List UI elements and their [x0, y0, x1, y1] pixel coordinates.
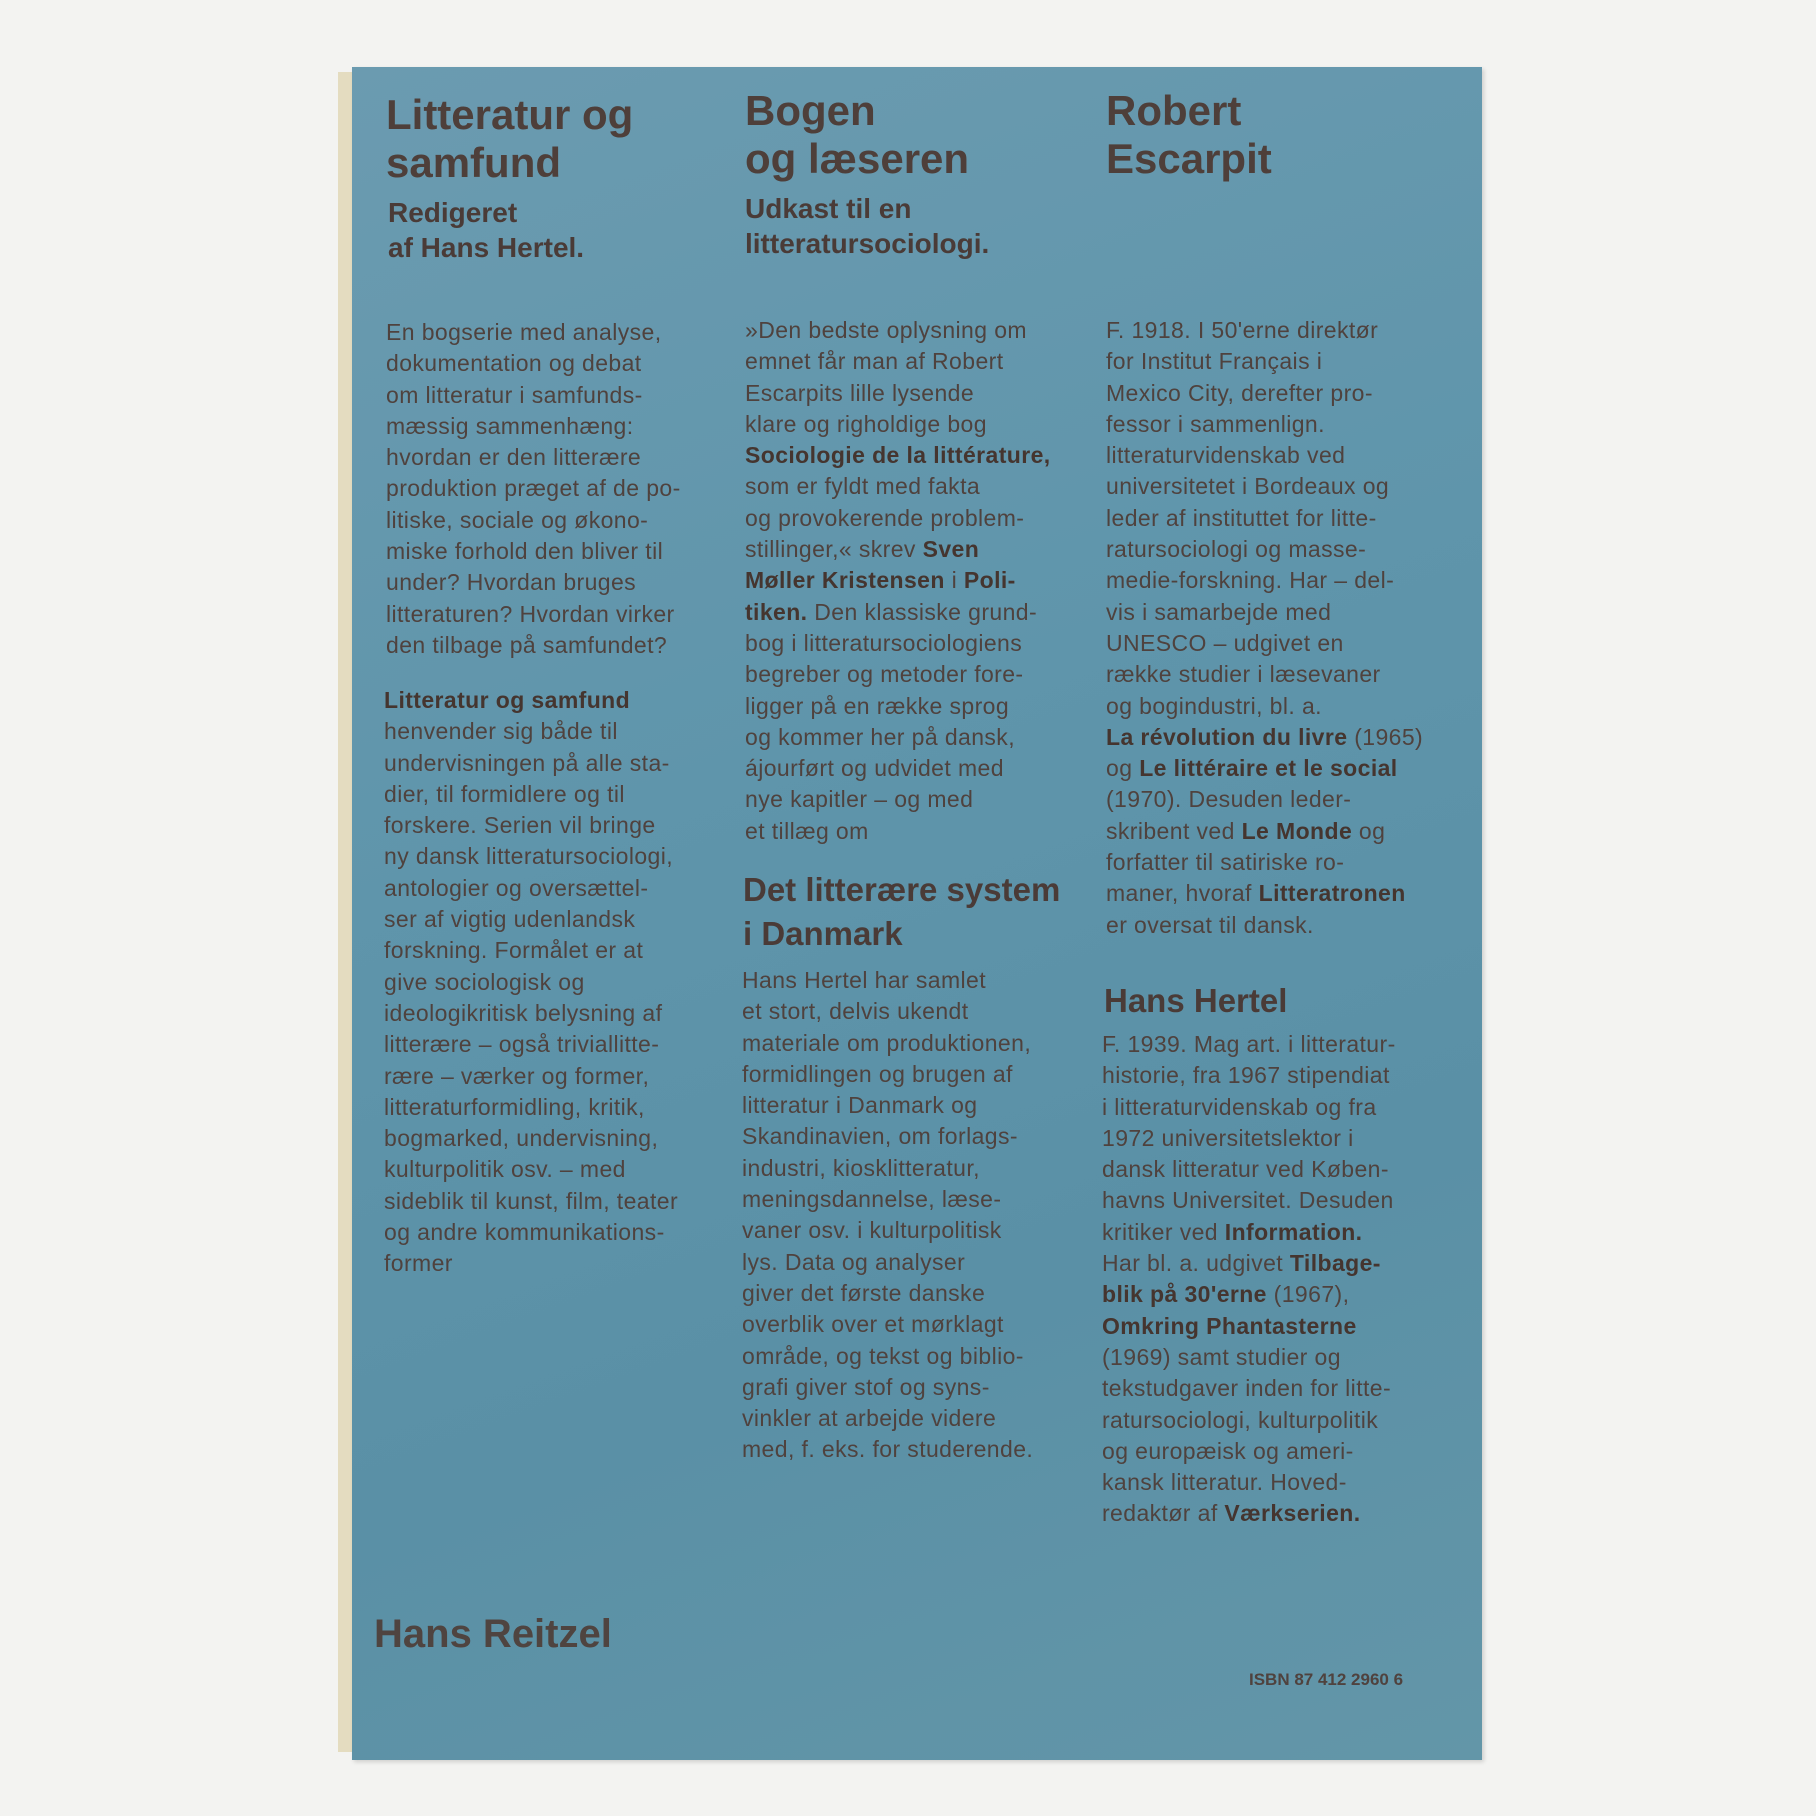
text-line [1106, 878, 1423, 909]
body-text: redaktør af [1102, 1500, 1225, 1527]
text-line [742, 1434, 1033, 1465]
text-line [1102, 1373, 1396, 1404]
body-text: og andre kommunikations- [384, 1219, 665, 1246]
text-line [1106, 847, 1423, 878]
text-line [1102, 1311, 1396, 1342]
body-text: undervisningen på alle sta- [384, 749, 670, 776]
body-text: leder af instituttet for litte- [1106, 504, 1377, 531]
body-text: dier, til formidlere og til [384, 780, 625, 807]
text-line [386, 317, 681, 348]
body-text: sideblik til kunst, film, teater [384, 1187, 679, 1214]
body-text: litteraturformidling, kritik, [384, 1093, 645, 1120]
text-line [742, 1309, 1033, 1340]
text-line [745, 315, 1051, 346]
text-line [1102, 1342, 1396, 1373]
text-line [386, 473, 681, 504]
title-line: Bogen [745, 87, 876, 134]
heading-line: Hans Hertel [1104, 982, 1288, 1019]
body-text: litiske, sociale og økono- [386, 506, 649, 533]
body-text: i litteraturvidenskab og fra [1102, 1093, 1377, 1120]
text-line [742, 965, 1033, 996]
body-text: ligger på en række sprog [745, 692, 1010, 719]
bold-title-text: Le littéraire et le social [1139, 755, 1398, 782]
body-text: »Den bedste oplysning om [745, 317, 1027, 343]
text-line [745, 534, 1051, 565]
text-line [745, 597, 1051, 628]
body-text: havns Universitet. Desuden [1102, 1187, 1394, 1214]
body-text: (1970). Desuden leder- [1106, 786, 1352, 813]
bold-title-text: Møller Kristensen [745, 567, 945, 594]
body-text: og [1106, 755, 1140, 782]
body-text: litteratur i Danmark og [742, 1092, 978, 1119]
text-line [384, 810, 678, 841]
text-line [742, 1372, 1033, 1403]
body-text: dokumentation og debat [386, 350, 642, 377]
text-line [742, 1153, 1033, 1184]
text-line [1106, 691, 1423, 722]
bold-title-text: Sven [922, 536, 980, 563]
bold-title-text: Litteratur og samfund [384, 687, 631, 713]
body-text: produktion præget af de po- [386, 475, 681, 502]
text-line [745, 378, 1051, 409]
text-line [745, 346, 1051, 377]
body-text: fessor i sammenlign. [1106, 410, 1325, 437]
body-text: (1969) samt studier og [1102, 1343, 1341, 1370]
body-text: (1965) [1347, 723, 1424, 750]
text-line [1106, 378, 1423, 409]
bold-title-text: Le Monde [1241, 817, 1353, 844]
col1-para2 [384, 685, 678, 1280]
body-text: for Institut Français i [1106, 348, 1323, 375]
text-line [1106, 628, 1423, 659]
col3-para2 [1102, 1029, 1396, 1530]
body-text: bogmarked, undervisning, [384, 1125, 659, 1152]
text-line [386, 411, 681, 442]
text-line [384, 967, 678, 998]
body-text: litteraturen? Hvordan virker [386, 600, 675, 627]
text-line [386, 567, 681, 598]
body-text: som er fyldt med fakta [745, 473, 981, 500]
body-text: klare og righoldige bog [745, 410, 987, 437]
body-text: begreber og metoder fore- [745, 661, 1024, 688]
text-line [1106, 597, 1423, 628]
body-text: ny dansk litteratursociologi, [384, 843, 674, 870]
body-text: emnet får man af Robert [745, 348, 1004, 375]
text-line [1102, 1060, 1396, 1091]
subtitle-line: litteratursociologi. [745, 228, 990, 259]
body-text: giver det første danske [742, 1279, 986, 1306]
body-text: forskning. Formålet er at [384, 937, 644, 964]
body-text: et tillæg om [745, 817, 869, 844]
col1-title [386, 91, 633, 187]
subtitle-line: Udkast til en [745, 193, 912, 224]
isbn-number: ISBN 87 412 2960 6 [1249, 1670, 1404, 1689]
text-line [1106, 315, 1423, 346]
body-text: Den klassiske grund- [807, 598, 1038, 625]
text-line [742, 1059, 1033, 1090]
bold-title-text: tiken. [745, 598, 808, 625]
title-line: samfund [386, 139, 562, 186]
col2-heading [743, 868, 1060, 956]
body-text: i [944, 567, 964, 594]
body-text: er oversat til dansk. [1106, 911, 1314, 938]
text-line [384, 779, 678, 810]
text-line [745, 659, 1051, 690]
body-text: Escarpits lille lysende [745, 379, 975, 406]
text-line [1106, 346, 1423, 377]
text-line [384, 873, 678, 904]
body-text: (1967), [1266, 1281, 1350, 1308]
bold-title-text: Omkring Phantasterne [1102, 1312, 1357, 1339]
text-line [1102, 1092, 1396, 1123]
body-text: om litteratur i samfunds- [386, 381, 643, 408]
body-text: F. 1918. I 50'erne direktør [1106, 317, 1379, 343]
text-line [745, 816, 1051, 847]
text-line [742, 1341, 1033, 1372]
text-line [386, 442, 681, 473]
text-line [384, 1061, 678, 1092]
text-line [384, 1029, 678, 1060]
body-text: Har bl. a. udgivet [1102, 1250, 1290, 1277]
body-text: litterære – også triviallitte- [384, 1031, 660, 1058]
text-line [1106, 534, 1423, 565]
body-text: historie, fra 1967 stipendiat [1102, 1062, 1390, 1089]
body-text: vis i samarbejde med [1106, 598, 1332, 625]
body-text: stillinger,« skrev [745, 536, 923, 563]
text-line [1106, 503, 1423, 534]
body-text: vaner osv. i kulturpolitisk [742, 1217, 1002, 1244]
col2-title [745, 87, 969, 183]
col1-subtitle [388, 195, 584, 265]
body-text: miske forhold den bliver til [386, 538, 664, 565]
text-line [1106, 471, 1423, 502]
text-line [384, 1248, 678, 1279]
body-text: række studier i læsevaner [1106, 661, 1381, 688]
body-text: medie-forskning. Har – del- [1106, 567, 1395, 594]
col3-para1 [1106, 315, 1423, 941]
text-line [745, 628, 1051, 659]
book-back-cover [352, 67, 1482, 1760]
body-text: litteraturvidenskab ved [1106, 442, 1346, 469]
text-line [742, 1028, 1033, 1059]
body-text: UNESCO – udgivet en [1106, 629, 1344, 656]
text-line [745, 409, 1051, 440]
text-line [384, 1123, 678, 1154]
title-line: Escarpit [1106, 135, 1272, 182]
text-line [384, 904, 678, 935]
text-line [386, 630, 681, 661]
text-line [384, 748, 678, 779]
bold-title-text: Værkserien. [1224, 1500, 1361, 1527]
text-line [745, 784, 1051, 815]
text-line [745, 440, 1051, 471]
body-text: bog i litteratursociologiens [745, 629, 1023, 656]
body-text: kritiker ved [1102, 1218, 1225, 1245]
text-line [384, 998, 678, 1029]
body-text: antologier og oversættel- [384, 874, 649, 901]
text-line [745, 503, 1051, 534]
heading-line: i Danmark [743, 915, 903, 952]
body-text: hvordan er den litterære [386, 444, 642, 471]
text-line [742, 1247, 1033, 1278]
text-line [742, 1403, 1033, 1434]
text-line [1102, 1467, 1396, 1498]
body-text: meningsdannelse, læse- [742, 1186, 1002, 1213]
body-text: tekstudgaver inden for litte- [1102, 1375, 1392, 1402]
text-line [745, 722, 1051, 753]
text-line [384, 716, 678, 747]
bold-title-text: Poli- [963, 567, 1016, 594]
bold-title-text: Information. [1224, 1218, 1363, 1245]
col2-para1 [745, 315, 1051, 847]
text-line [384, 1217, 678, 1248]
body-text: og [1352, 817, 1386, 844]
body-text: materiale om produktionen, [742, 1029, 1032, 1056]
body-text: industri, kiosklitteratur, [742, 1154, 980, 1181]
text-line [742, 1121, 1033, 1152]
text-line [386, 536, 681, 567]
body-text: ratursociologi og masse- [1106, 536, 1367, 563]
body-text: Hans Hertel har samlet [742, 967, 986, 993]
bold-title-text: Litteratronen [1258, 880, 1406, 907]
body-text: under? Hvordan bruges [386, 569, 637, 596]
bold-title-text: Sociologie de la littérature, [745, 442, 1051, 469]
title-line: Robert [1106, 87, 1242, 134]
title-line: og læseren [745, 135, 970, 182]
text-line [1102, 1405, 1396, 1436]
body-text: og provokerende problem- [745, 504, 1025, 531]
body-text: rære – værker og former, [384, 1062, 650, 1089]
body-text: vinkler at arbejde videre [742, 1405, 997, 1432]
text-line [1102, 1154, 1396, 1185]
body-text: Skandinavien, om forlags- [742, 1123, 1018, 1150]
body-text: mæssig sammenhæng: [386, 412, 634, 439]
text-line [742, 996, 1033, 1027]
text-line [1102, 1279, 1396, 1310]
body-text: give sociologisk og [384, 968, 585, 995]
text-line [1106, 440, 1423, 471]
col2-subtitle [745, 191, 989, 261]
col3-heading [1104, 979, 1287, 1023]
publisher-name: Hans Reitzel [374, 1612, 612, 1656]
bold-title-text: blik på 30'erne [1102, 1281, 1267, 1308]
body-text: ser af vigtig udenlandsk [384, 906, 636, 933]
text-line [745, 471, 1051, 502]
text-line [742, 1278, 1033, 1309]
text-line [1106, 910, 1423, 941]
text-line [742, 1215, 1033, 1246]
body-text: 1972 universitetslektor i [1102, 1124, 1354, 1151]
text-line [745, 691, 1051, 722]
text-line [1106, 816, 1423, 847]
text-line [1102, 1248, 1396, 1279]
text-line [1106, 784, 1423, 815]
body-text: henvender sig både til [384, 718, 618, 745]
body-text: En bogserie med analyse, [386, 319, 662, 345]
text-line [1106, 753, 1423, 784]
body-text: kansk litteratur. Hoved- [1102, 1469, 1347, 1496]
text-line [1106, 722, 1423, 753]
body-text: Mexico City, derefter pro- [1106, 379, 1373, 406]
text-line [386, 505, 681, 536]
body-text: kulturpolitik osv. – med [384, 1156, 626, 1183]
body-text: med, f. eks. for studerende. [742, 1436, 1034, 1463]
text-line [1106, 409, 1423, 440]
body-text: og europæisk og ameri- [1102, 1437, 1354, 1464]
text-line [386, 599, 681, 630]
body-text: og kommer her på dansk, [745, 723, 1015, 750]
text-line [384, 1154, 678, 1185]
subtitle-line: Redigeret [388, 197, 518, 228]
body-text: dansk litteratur ved Køben- [1102, 1156, 1389, 1183]
text-line [1102, 1498, 1396, 1529]
text-line [1106, 565, 1423, 596]
body-text: og bogindustri, bl. a. [1106, 692, 1322, 719]
text-line [1102, 1436, 1396, 1467]
text-line [1102, 1217, 1396, 1248]
text-line [384, 935, 678, 966]
body-text: skribent ved [1106, 817, 1242, 844]
text-line [386, 348, 681, 379]
col3-title [1106, 87, 1272, 183]
body-text: F. 1939. Mag art. i litteratur- [1102, 1031, 1396, 1057]
text-line [742, 1184, 1033, 1215]
body-text: nye kapitler – og med [745, 786, 974, 813]
text-line [742, 1090, 1033, 1121]
heading-line: Det litterære system [743, 871, 1061, 908]
text-line [1102, 1123, 1396, 1154]
bold-title-text: Tilbage- [1289, 1250, 1381, 1277]
body-text: forskere. Serien vil bringe [384, 812, 656, 839]
text-line [745, 565, 1051, 596]
subtitle-line: af Hans Hertel. [388, 232, 585, 263]
text-line [384, 841, 678, 872]
text-line [745, 753, 1051, 784]
body-text: område, og tekst og biblio- [742, 1342, 1024, 1369]
body-text: maner, hvoraf [1106, 880, 1259, 907]
col2-para2 [742, 965, 1033, 1466]
body-text: den tilbage på samfundet? [386, 631, 668, 658]
body-text: et stort, delvis ukendt [742, 998, 969, 1025]
body-text: ájourført og udvidet med [745, 755, 1004, 782]
text-line [384, 1186, 678, 1217]
text-line [384, 685, 678, 716]
text-line [386, 380, 681, 411]
body-text: grafi giver stof og syns- [742, 1373, 990, 1400]
text-line [1102, 1029, 1396, 1060]
text-line [1102, 1185, 1396, 1216]
body-text: ideologikritisk belysning af [384, 999, 663, 1026]
body-text: universitetet i Bordeaux og [1106, 473, 1390, 500]
body-text: ratursociologi, kulturpolitik [1102, 1406, 1379, 1433]
body-text: lys. Data og analyser [742, 1248, 966, 1275]
body-text: forfatter til satiriske ro- [1106, 849, 1345, 876]
body-text: formidlingen og brugen af [742, 1060, 1013, 1087]
text-line [1106, 659, 1423, 690]
title-line: Litteratur og [386, 91, 634, 138]
body-text: former [384, 1250, 453, 1277]
col1-para1 [386, 317, 681, 661]
body-text: overblik over et mørklagt [742, 1311, 1004, 1338]
text-line [384, 1092, 678, 1123]
bold-title-text: La révolution du livre [1106, 723, 1348, 750]
